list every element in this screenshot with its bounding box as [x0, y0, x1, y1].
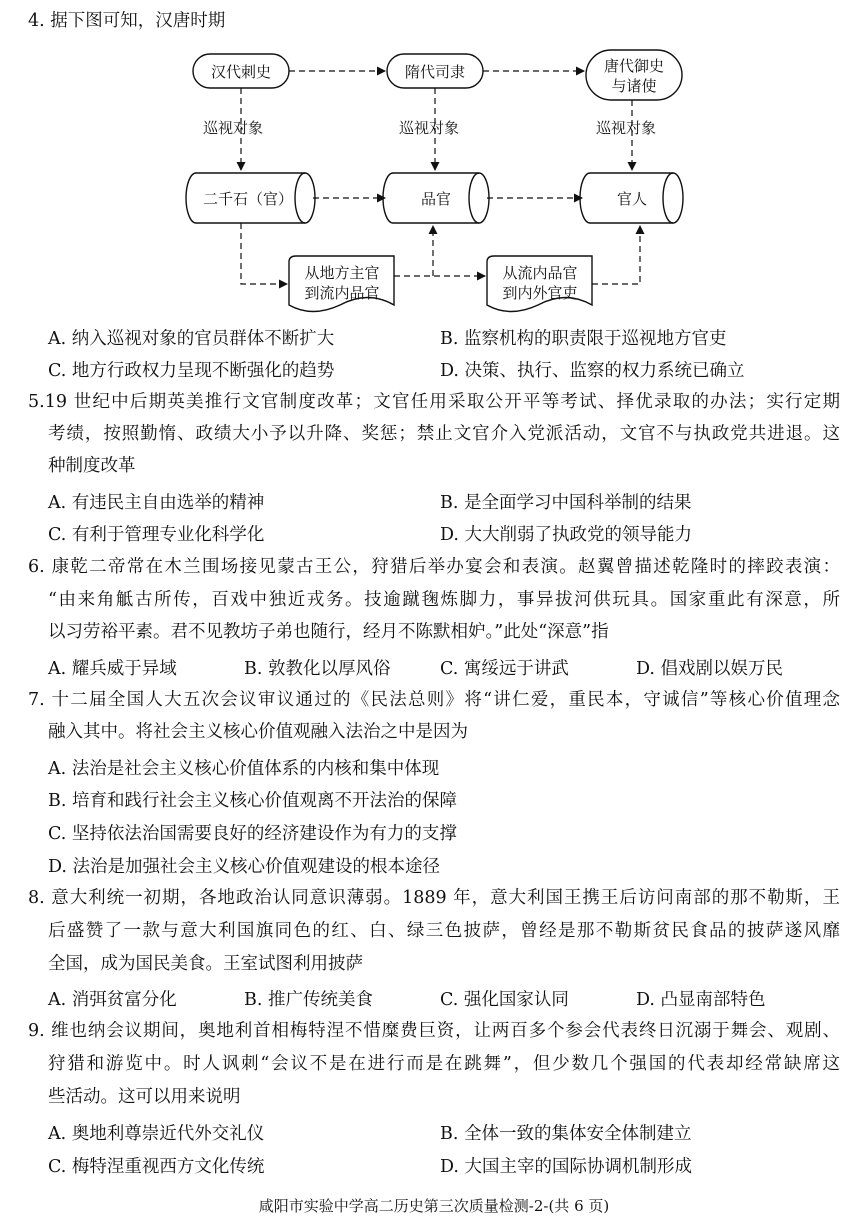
- q4-option-c: C. 地方行政权力呈现不断强化的趋势: [48, 361, 335, 381]
- q7-option-b: B. 培育和践行社会主义核心价值观离不开法治的保障: [48, 791, 457, 811]
- q6-option-a: A. 耀兵威于异域: [48, 659, 177, 679]
- node-bottom-a-line2: 到流内品官: [304, 284, 380, 302]
- node-erqianshi: 二千石（官）: [202, 190, 294, 208]
- q4-stem: 4. 据下图可知，汉唐时期: [28, 11, 226, 31]
- edge-label-1: 巡视对象: [203, 119, 264, 137]
- q4-option-d: D. 决策、执行、监察的权力系统已确立: [440, 361, 745, 381]
- q7-option-d: D. 法治是加强社会主义核心价值观建设的根本途径: [48, 857, 441, 877]
- q5-option-b: B. 是全面学习中国科举制的结果: [440, 493, 692, 513]
- node-bottom-a-line1: 从地方主官: [304, 264, 380, 282]
- q9-option-b: B. 全体一致的集体安全体制建立: [440, 1124, 692, 1144]
- node-bottom-b-line1: 从流内品官: [502, 264, 578, 282]
- q6-option-d: D. 倡戏剧以娱万民: [636, 659, 784, 679]
- q6-line-1: 6. 康乾二帝常在木兰围场接见蒙古王公，狩猎后举办宴会和表演。赵翼曾描述乾隆时的摔跤表演：: [28, 557, 840, 577]
- q6-option-b: B. 敦教化以厚风俗: [244, 659, 391, 679]
- node-tang-line1: 唐代御史: [603, 57, 665, 75]
- q9-line-1: 9. 维也纳会议期间，奥地利首相梅特涅不惜糜费巨资，让两百多个参会代表终日沉溺于舞会、观剧、: [28, 1021, 840, 1041]
- node-pinguan: 品官: [420, 190, 452, 208]
- edge-label-3: 巡视对象: [596, 119, 657, 137]
- q7-option-a: A. 法治是社会主义核心价值体系的内核和集中体现: [48, 759, 440, 779]
- q4-option-a: A. 纳入巡视对象的官员群体不断扩大: [48, 329, 335, 349]
- q5-line-3: 种制度改革: [48, 456, 136, 476]
- q8-line-1: 8. 意大利统一初期，各地政治认同意识薄弱。1889 年，意大利国王携王后访问南部的那不勒斯，王: [28, 888, 840, 908]
- q9-line-3: 些活动。这可以用来说明: [48, 1087, 241, 1107]
- edge-label-2: 巡视对象: [399, 119, 460, 137]
- q4-option-b: B. 监察机构的职责限于巡视地方官吏: [440, 329, 727, 349]
- officials-flow-diagram: [0, 0, 868, 330]
- q8-option-a: A. 消弭贫富分化: [48, 990, 177, 1010]
- q9-option-d: D. 大国主宰的国际协调机制形成: [440, 1157, 693, 1177]
- page-footer: 咸阳市实验中学高二历史第三次质量检测-2-(共 6 页): [258, 1197, 610, 1215]
- q7-option-c: C. 坚持依法治国需要良好的经济建设作为有力的支撑: [48, 824, 457, 844]
- q9-option-a: A. 奥地利尊崇近代外交礼仪: [48, 1124, 265, 1144]
- q9-option-c: C. 梅特涅重视西方文化传统: [48, 1157, 265, 1177]
- q8-line-3: 全国，成为国民美食。王室试图利用披萨: [48, 954, 363, 974]
- node-han-cishi: 汉代刺史: [210, 63, 272, 81]
- q5-option-a: A. 有违民主自由选举的精神: [48, 493, 265, 513]
- node-sui-sili: 隋代司隶: [404, 63, 466, 81]
- q6-line-2: “由来角觝古所传，百戏中独近戎务。技逾蹴毱炼脚力，事异拔河供玩具。国家重此有深意，所: [48, 590, 840, 610]
- q5-option-d: D. 大大削弱了执政党的领导能力: [440, 525, 693, 545]
- q8-option-b: B. 推广传统美食: [244, 990, 373, 1010]
- q7-line-2: 融入其中。将社会主义核心价值观融入法治之中是因为: [48, 722, 468, 742]
- q5-line-1: 5.19 世纪中后期英美推行文官制度改革；文官任用采取公开平等考试、择优录取的办法；实行定期: [28, 392, 840, 412]
- q8-option-d: D. 凸显南部特色: [636, 990, 766, 1010]
- q9-line-2: 狩猎和游览中。时人讽刺“会议不是在进行而是在跳舞”，但少数几个强国的代表却经常缺席这: [48, 1054, 840, 1074]
- q8-option-c: C. 强化国家认同: [440, 990, 569, 1010]
- q8-line-2: 后盛赞了一款与意大利国旗同色的红、白、绿三色披萨，曾经是那不勒斯贫民食品的披萨遂风靡: [48, 921, 840, 941]
- q5-line-2: 考绩，按照勤惰、政绩大小予以升降、奖惩；禁止文官介入党派活动，文官不与执政党共进退。这: [48, 424, 840, 444]
- q7-line-1: 7. 十二届全国人大五次会议审议通过的《民法总则》将“讲仁爱，重民本，守诚信”等核心价值理念: [28, 690, 840, 710]
- q6-option-c: C. 寓绥远于讲武: [440, 659, 569, 679]
- q6-line-3: 以习劳裕平素。君不见教坊子弟也随行，经月不陈默相妒。”此处“深意”指: [48, 622, 609, 642]
- node-tang-line2: 与诸使: [611, 77, 657, 95]
- node-bottom-b-line2: 到内外官吏: [502, 284, 578, 302]
- node-guanren: 官人: [616, 190, 648, 208]
- q5-option-c: C. 有利于管理专业化科学化: [48, 525, 265, 545]
